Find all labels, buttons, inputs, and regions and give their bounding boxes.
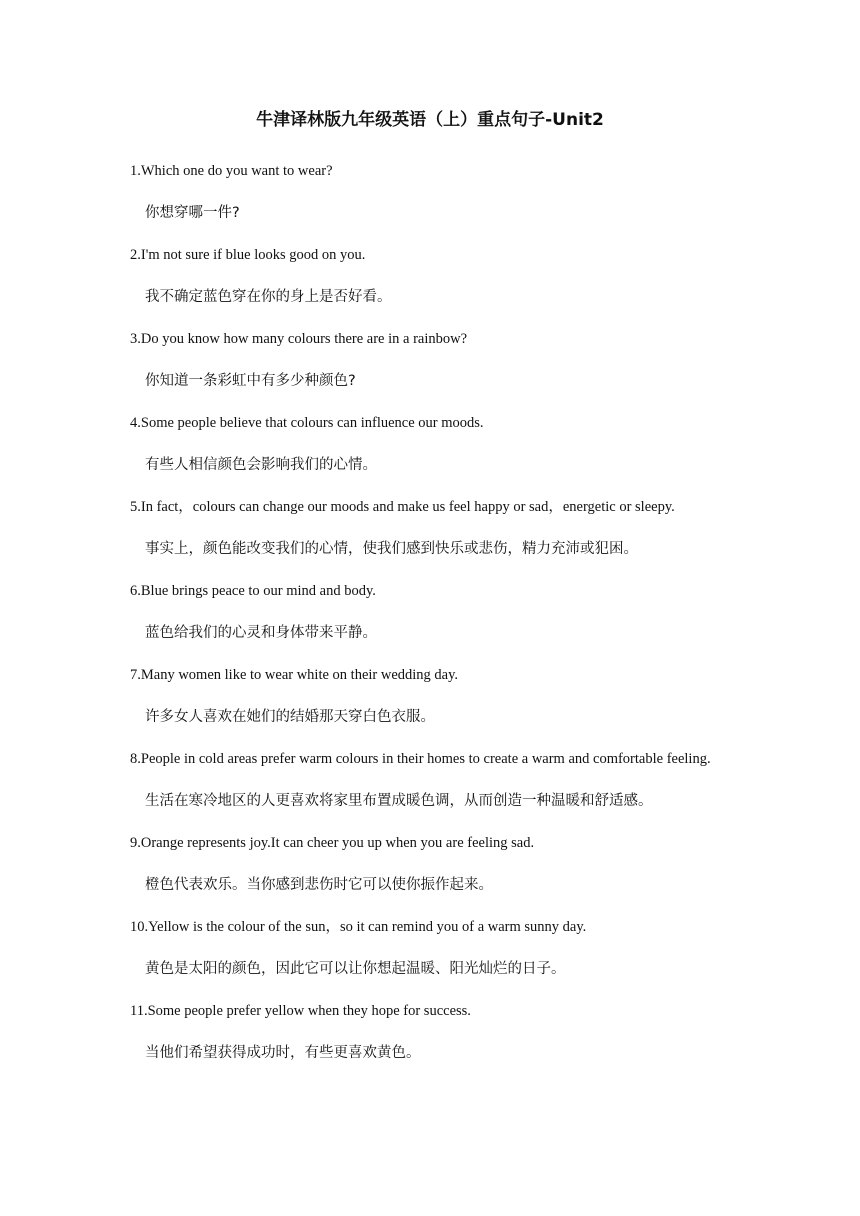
sentence-en-2: 2.I'm not sure if blue looks good on you. bbox=[130, 247, 366, 263]
sentence-en-8: 8.People in cold areas prefer warm colours in their homes to create a warm and comfortable feeling. bbox=[130, 751, 711, 767]
sentence-en-11: 11.Some people prefer yellow when they hope for success. bbox=[130, 1003, 471, 1019]
sentence-en-1: 1.Which one do you want to wear? bbox=[130, 163, 333, 179]
sentence-zh-8: 生活在寒冷地区的人更喜欢将家里布置成暖色调，从而创造一种温暖和舒适感。 bbox=[145, 793, 653, 809]
sentence-zh-10: 黄色是太阳的颜色，因此它可以让你想起温暖、阳光灿烂的日子。 bbox=[145, 961, 566, 977]
sentence-en-7: 7.Many women like to wear white on their wedding day. bbox=[130, 667, 459, 683]
sentence-en-4: 4.Some people believe that colours can influence our moods. bbox=[130, 415, 484, 431]
sentence-zh-9: 橙色代表欢乐。当你感到悲伤时它可以使你振作起来。 bbox=[145, 877, 493, 893]
sentence-zh-5: 事实上，颜色能改变我们的心情，使我们感到快乐或悲伤，精力充沛或犯困。 bbox=[145, 541, 638, 557]
sentence-en-9: 9.Orange represents joy.It can cheer you up when you are feeling sad. bbox=[130, 835, 535, 851]
sentence-list bbox=[130, 158, 730, 1082]
sentence-zh-7: 许多女人喜欢在她们的结婚那天穿白色衣服。 bbox=[145, 709, 435, 725]
document-title: 牛津译林版九年级英语（上）重点句子-Unit2 bbox=[256, 110, 604, 130]
sentence-zh-11: 当他们希望获得成功时，有些更喜欢黄色。 bbox=[145, 1045, 421, 1061]
sentence-zh-2: 我不确定蓝色穿在你的身上是否好看。 bbox=[145, 289, 392, 305]
sentence-en-3: 3.Do you know how many colours there are in a rainbow? bbox=[130, 331, 468, 347]
sentence-en-10: 10.Yellow is the colour of the sun，so it can remind you of a warm sunny day. bbox=[130, 919, 587, 935]
sentence-en-6: 6.Blue brings peace to our mind and body. bbox=[130, 583, 376, 599]
sentence-zh-6: 蓝色给我们的心灵和身体带来平静。 bbox=[145, 625, 377, 641]
sentence-zh-1: 你想穿哪一件? bbox=[145, 205, 240, 221]
sentence-en-5: 5.In fact，colours can change our moods and make us feel happy or sad，energetic or sleepy. bbox=[130, 499, 675, 515]
sentence-zh-3: 你知道一条彩虹中有多少种颜色? bbox=[145, 373, 356, 389]
sentence-zh-4: 有些人相信颜色会影响我们的心情。 bbox=[145, 457, 377, 473]
